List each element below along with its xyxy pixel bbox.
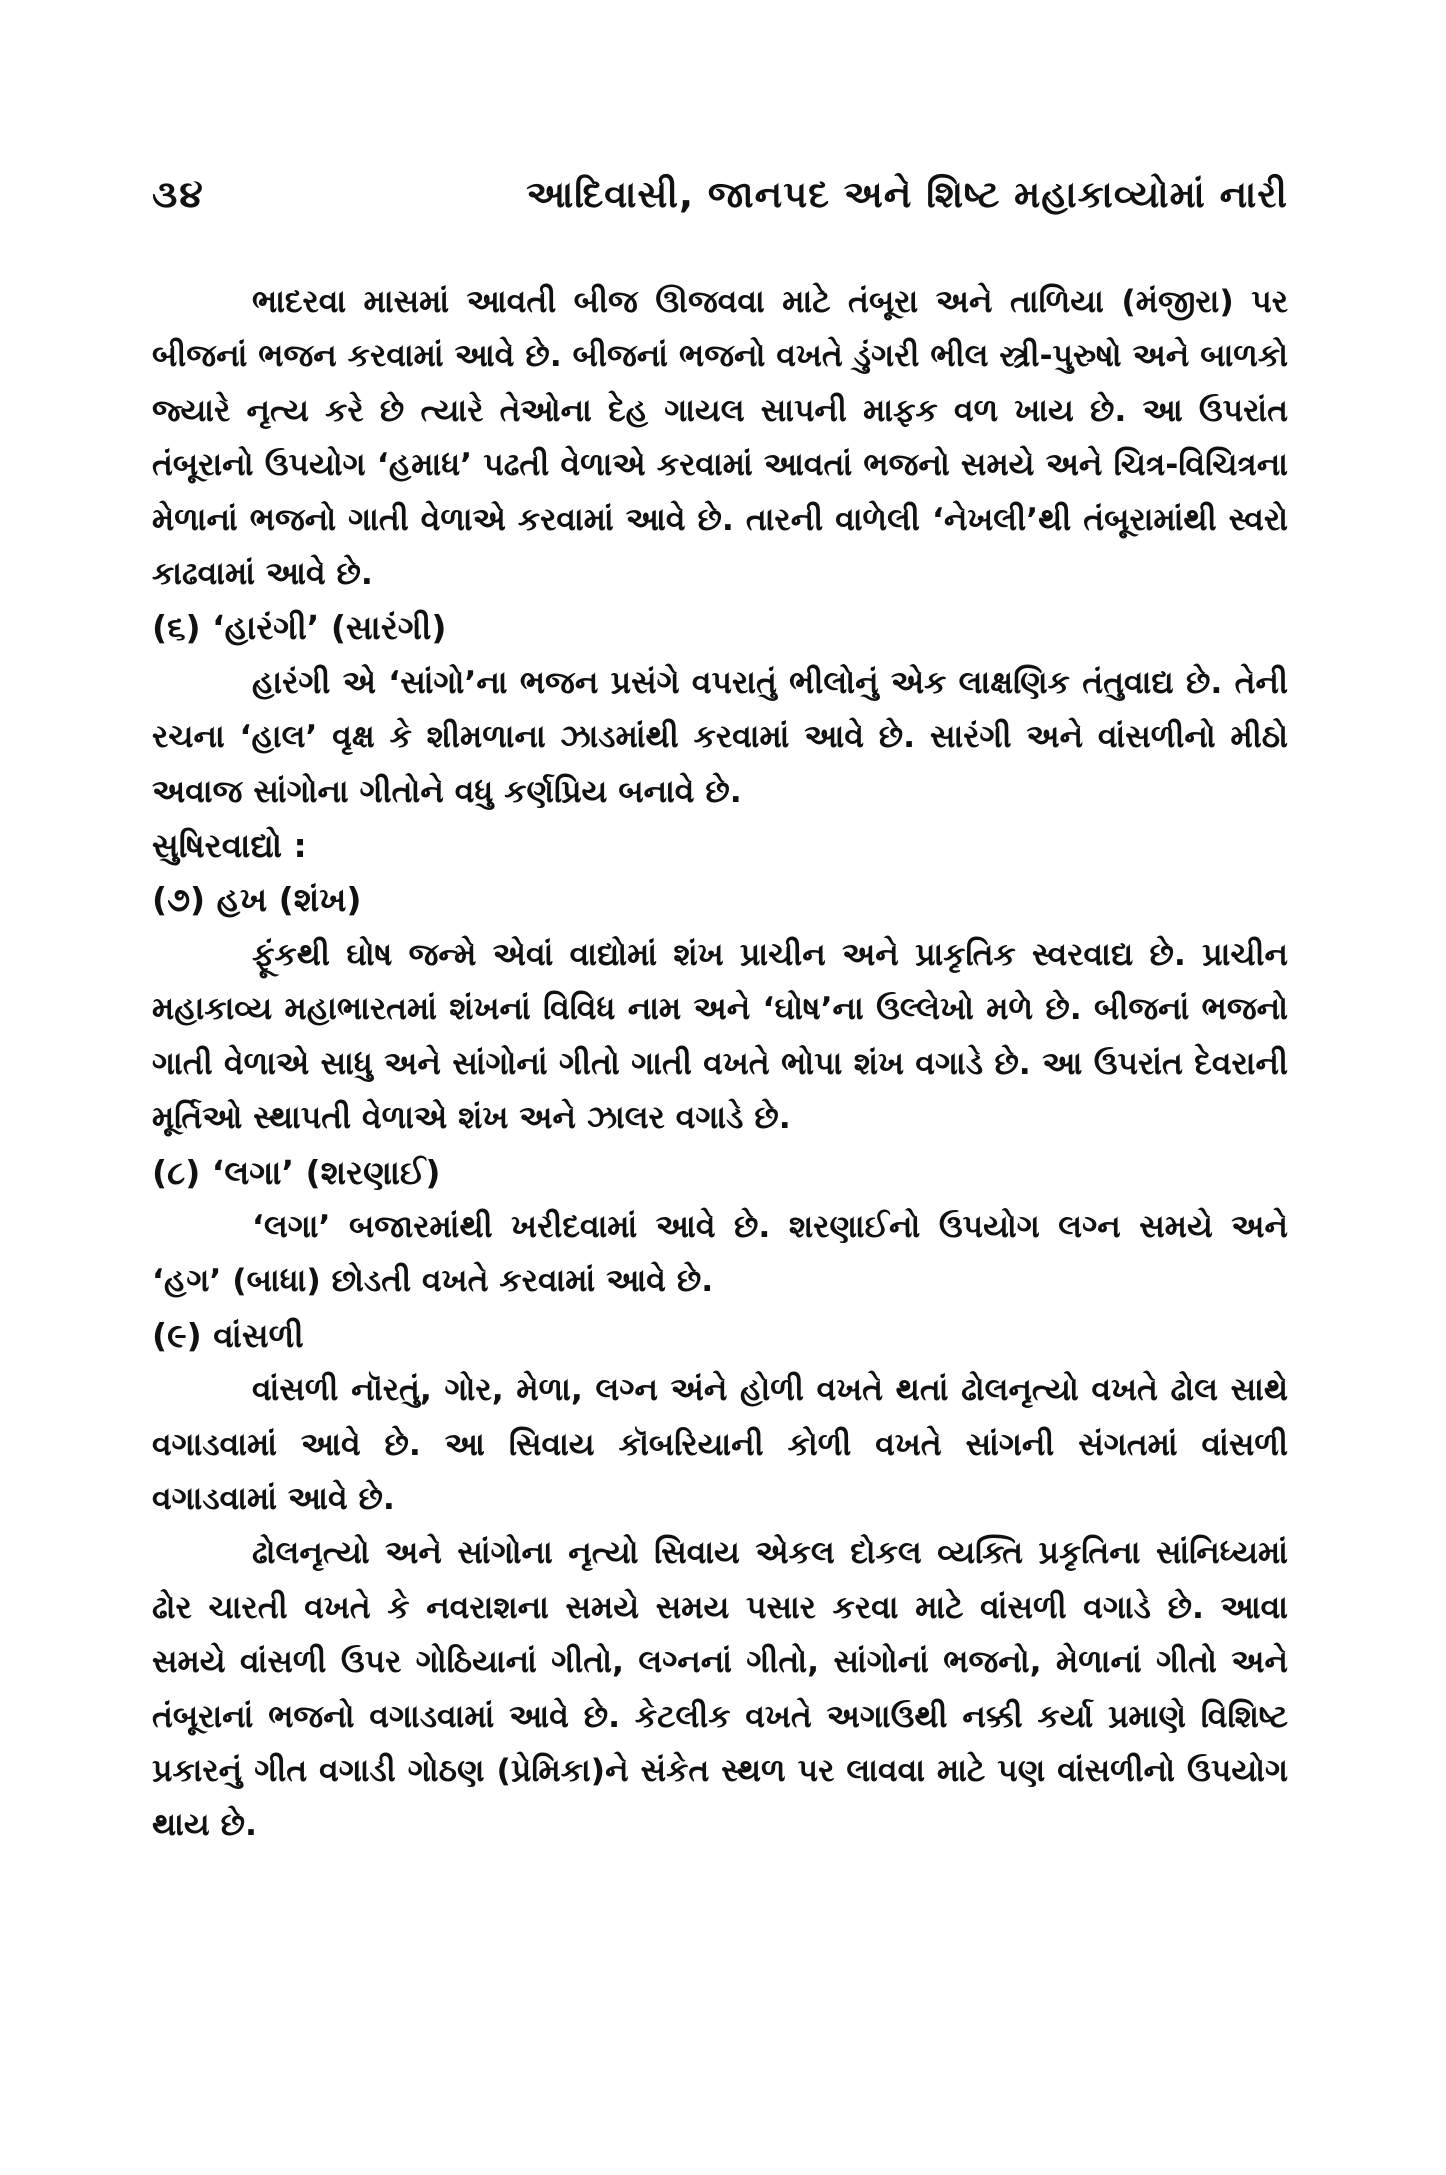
paragraph-shankh: ફૂંકથી ઘોષ જન્મે એવાં વાદ્યોમાં શંખ પ્રાચીન અને પ્રાકૃતિક સ્વરવાદ્ય છે. પ્રાચીન મહાકાવ્ય મહાભારતમાં શંખનાં વિવિધ નામ અને ‘ઘોષ’ના ઉલ્લેખો મળે છે. બીજનાં ભજનો ગાતી વેળાએ સાધુ અને સાંગોનાં ગીતો ગાતી વખતે ભોપા શંખ વગાડે છે. આ ઉપરાંત દેવરાની મૂર્તિઓ સ્થાપતી વેળાએ શંખ અને ઝાલર વગાડે છે.: [152, 936, 1288, 1137]
paragraph-vansali-2: ઢોલનૃત્યો અને સાંગોના નૃત્યો સિવાય એકલ દોકલ વ્યક્તિ પ્રકૃતિના સાંનિધ્યમાં ઢોર ચારતી વખતે કે નવરાશના સમયે સમય પસાર કરવા માટે વાંસળી વગાડે છે. આવા સમયે વાંસળી ઉપર ગોઠિયાનાં ગીતો, લગ્નનાં ગીતો, સાંગોનાં ભજનો, મેળાનાં ગીતો અને તંબૂરાનાં ભજનો વગાડવામાં આવે છે. કેટલીક વખતે અગાઉથી નક્કી કર્યા પ્રમાણે વિશિષ્ટ પ્રકારનું ગીત વગાડી ગોઠણ (પ્રેમિકા)ને સંકેત સ્થળ પર લાવવા માટે પણ વાંસળીનો ઉપયોગ થાય છે.: [152, 1535, 1288, 1844]
page-number: ૩૪: [152, 172, 205, 216]
page-body: [152, 275, 1288, 1853]
heading-vansali: (૯) વાંસળી: [152, 1315, 304, 1355]
paragraph-tanbura: ભાદરવા માસમાં આવતી બીજ ઊજવવા માટે તંબૂરા અને તાળિયા (મંજીરા) પર બીજનાં ભજન કરવામાં આવે છે. બીજનાં ભજનો વખતે ડુંગરી ભીલ સ્ત્રી-પુરુષો અને બાળકો જ્યારે નૃત્ય કરે છે ત્યારે તેઓના દેહ ગાયલ સાપની માફક વળ ખાય છે. આ ઉપરાંત તંબૂરાનો ઉપયોગ ‘હમાધ’ પઢતી વેળાએ કરવામાં આવતાં ભજનો સમયે અને ચિત્ર-વિચિત્રના મેળાનાં ભજનો ગાતી વેળાએ કરવામાં આવે છે. તારની વાળેલી ‘નેખલી’થી તંબૂરામાંથી સ્વરો કાઢવામાં આવે છે.: [152, 284, 1288, 593]
section-heading-wind-instruments: સુષિરવાદ્યો :: [152, 826, 307, 866]
heading-hakh: (૭) હખ (શંખ): [152, 880, 362, 920]
paragraph-harangi: હારંગી એ ‘સાંગો’ના ભજન પ્રસંગે વપરાતું ભીલોનું એક લાક્ષણિક તંતુવાદ્ય છે. તેની રચના ‘હાલ’ વૃક્ષ કે શીમળાના ઝાડમાંથી કરવામાં આવે છે. સારંગી અને વાંસળીનો મીઠો અવાજ સાંગોના ગીતોને વધુ કર્ણપ્રિય બનાવે છે.: [152, 664, 1288, 810]
paragraph-sharnai: ‘લગા’ બજારમાંથી ખરીદવામાં આવે છે. શરણાઈનો ઉપયોગ લગ્ન સમયે અને ‘હગ’ (બાધા) છોડતી વખતે કરવામાં આવે છે.: [152, 1208, 1288, 1300]
heading-laga: (૮) ‘લગા’ (શરણાઈ): [152, 1152, 441, 1192]
paragraph-vansali-1: વાંસળી નૉરતું, ગોર, મેળા, લગ્ન અંને હોળી વખતે થતાં ઢોલનૃત્યો વખતે ઢોલ સાથે વગાડવામાં આવે છે. આ સિવાય કૉબરિયાની કોળી વખતે સાંગની સંગતમાં વાંસળી વગાડવામાં આવે છે.: [152, 1372, 1288, 1517]
running-title: આદિવાસી, જાનપદ અને શિષ્ટ મહાકાવ્યોમાં નારી: [526, 173, 1288, 216]
page-header: [152, 172, 1288, 224]
heading-harangi: (૬) ‘હારંગી’ (સારંગી): [152, 608, 447, 648]
